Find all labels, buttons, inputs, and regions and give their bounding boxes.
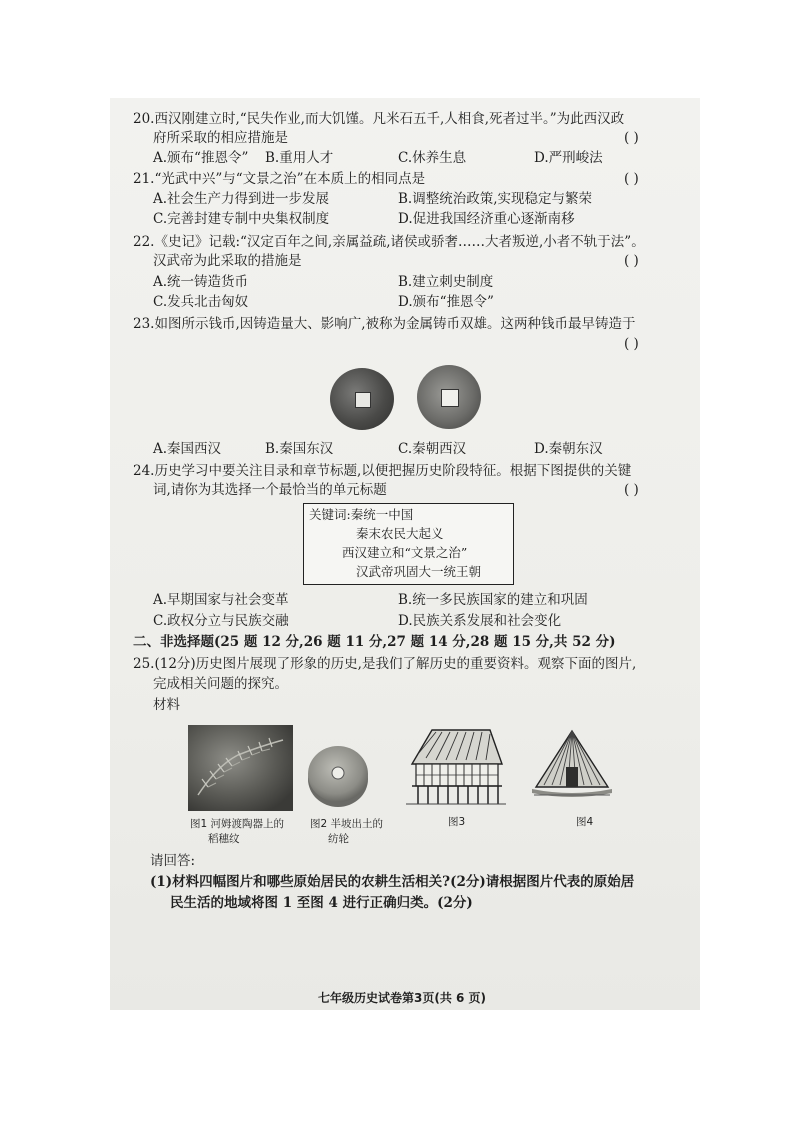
q22-option-d: D.颁布“推恩令” — [398, 294, 494, 310]
q20-answer-paren: ( ) — [624, 130, 639, 146]
keyword-line: 汉武帝巩固大一统王朝 — [356, 564, 482, 579]
q22-option-b: B.建立刺史制度 — [398, 274, 494, 290]
q22-option-c: C.发兵北击匈奴 — [153, 294, 249, 310]
fig2-caption: 图2 半坡出土的 — [310, 818, 384, 830]
q20-option-b: B.重用人才 — [265, 150, 334, 166]
q25-sub1-line1: (1)材料四幅图片和哪些原始居民的农耕生活相关?(2分)请根据图片代表的原始居 — [150, 874, 635, 890]
q23-answer-paren: ( ) — [624, 336, 639, 352]
q22-option-a: A.统一铸造货币 — [153, 274, 249, 290]
q22-stem-line2: 汉武帝为此采取的措施是 — [153, 253, 302, 269]
q24-answer-paren: ( ) — [624, 482, 639, 498]
keywords-box — [303, 503, 514, 585]
q20-option-a: A.颁布“推恩令” — [153, 150, 249, 166]
q25-stem-line2: 完成相关问题的探究。 — [153, 676, 288, 692]
fig1-caption: 图1 河姆渡陶器上的 — [190, 818, 285, 830]
keyword-line: 关键词:秦统一中国 — [309, 507, 414, 522]
q21-stem: 21.“光武中兴”与“文景之治”在本质上的相同点是 — [133, 171, 426, 187]
keyword-line: 秦末农民大起义 — [356, 526, 444, 541]
keyword-line: 西汉建立和“文景之治” — [342, 545, 468, 560]
material-label: 材料 — [153, 697, 180, 713]
fig3-caption: 图3 — [448, 816, 466, 828]
q20-stem-line1: 20.西汉刚建立时,“民失作业,而大饥馑。凡米石五千,人相食,死者过半。”为此西汉政 — [133, 111, 625, 127]
q23-option-c: C.秦朝西汉 — [398, 441, 467, 457]
q23-option-a: A.秦国西汉 — [153, 441, 222, 457]
fig1-caption-2: 稻穗纹 — [208, 833, 240, 845]
q20-stem-line2: 府所采取的相应措施是 — [153, 130, 288, 146]
q23-stem: 23.如图所示钱币,因铸造量大、影响广,被称为金属铸币双雄。这两种钱币最早铸造于 — [133, 316, 636, 332]
q24-stem-line1: 24.历史学习中要关注目录和章节标题,以便把握历史阶段特征。根据下图提供的关键 — [133, 463, 632, 479]
q20-option-d: D.严刑峻法 — [534, 150, 603, 166]
section-heading: 二、非选择题(25 题 12 分,26 题 11 分,27 题 14 分,28 题 15 分,共 52 分) — [133, 634, 616, 650]
answer-label: 请回答: — [150, 853, 196, 869]
q21-option-b: B.调整统治政策,实现稳定与繁荣 — [398, 191, 593, 207]
q21-answer-paren: ( ) — [624, 171, 639, 187]
spindle-whorl-image — [305, 729, 371, 813]
q23-option-b: B.秦国东汉 — [265, 441, 334, 457]
q25-sub1-line2: 民生活的地域将图 1 至图 4 进行正确归类。(2分) — [170, 895, 473, 911]
semi-subterranean-hut-image — [532, 727, 612, 805]
page-footer: 七年级历史试卷第3页(共 6 页) — [318, 991, 487, 1005]
wu-zhu-coin-icon — [417, 365, 481, 429]
q22-answer-paren: ( ) — [624, 253, 639, 269]
fig4-caption: 图4 — [576, 816, 594, 828]
q24-stem-line2: 词,请你为其选择一个最恰当的单元标题 — [153, 482, 387, 498]
q24-option-d: D.民族关系发展和社会变化 — [398, 613, 562, 629]
q25-stem-line1: 25.(12分)历史图片展现了形象的历史,是我们了解历史的重要资料。观察下面的图片, — [133, 656, 637, 672]
q21-option-d: D.促进我国经济重心逐渐南移 — [398, 211, 575, 227]
fig2-caption-2: 纺轮 — [328, 833, 349, 845]
q24-option-b: B.统一多民族国家的建立和巩固 — [398, 592, 588, 608]
stilt-house-image — [402, 724, 506, 808]
q23-option-d: D.秦朝东汉 — [534, 441, 603, 457]
ban-liang-coin-icon — [330, 368, 394, 430]
rice-ear-pattern-image — [188, 725, 293, 811]
q24-option-a: A.早期国家与社会变革 — [153, 592, 289, 608]
q20-option-c: C.休养生息 — [398, 150, 467, 166]
q22-stem-line1: 22.《史记》记载:“汉定百年之间,亲属益疏,诸侯或骄奢……大者叛逆,小者不轨于法”。 — [133, 234, 645, 250]
q21-option-c: C.完善封建专制中央集权制度 — [153, 211, 330, 227]
q21-option-a: A.社会生产力得到进一步发展 — [153, 191, 330, 207]
q24-option-c: C.政权分立与民族交融 — [153, 613, 289, 629]
